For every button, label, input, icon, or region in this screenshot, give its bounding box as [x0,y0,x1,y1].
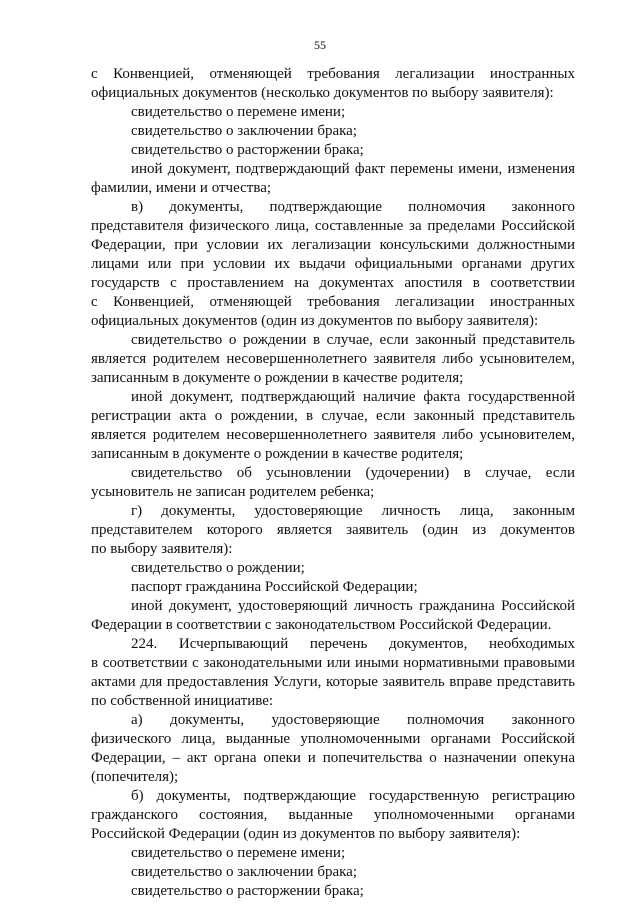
text-line [91,445,575,464]
text-line-content: 224. Исчерпывающий перечень документов, необходимых [131,636,575,652]
text-line-content: (попечителя); [91,769,179,785]
text-line-content: с Конвенцией, отменяющей требования легализации иностранных [91,66,575,82]
text-line-content: свидетельство о перемене имени; [131,104,346,120]
text-line [91,103,575,122]
text-line-content: по собственной инициативе: [91,693,274,709]
text-line [91,84,575,103]
text-line [91,388,575,407]
text-line [91,616,575,635]
text-line [91,863,575,882]
text-line-content: является родителем несовершеннолетнего заявителя либо усыновителем, [91,427,575,443]
text-line-content: свидетельство о рождении; [131,560,305,576]
text-line-content: свидетельство о расторжении брака; [131,883,364,899]
text-line [91,179,575,198]
text-line [91,825,575,844]
text-line-content: является родителем несовершеннолетнего заявителя либо усыновителем, [91,351,575,367]
text-line [91,312,575,331]
text-line [91,65,575,84]
text-line [91,464,575,483]
text-line [91,426,575,445]
text-line [91,540,575,559]
text-line-content: представителя физического лица, составленные за пределами Российской [91,218,575,234]
text-line [91,749,575,768]
text-line-content: регистрации акта о рождении, в случае, если законный представитель [91,408,575,424]
text-line-content: государств с проставлением на документах апостиля в соответствии [91,275,575,291]
text-line-content: г) документы, удостоверяющие личность лица, законным [131,503,575,519]
text-line-content: свидетельство о расторжении брака; [131,142,364,158]
text-line [91,673,575,692]
text-line [91,502,575,521]
text-line-content: записанным в документе о рождении в качестве родителя; [91,370,464,386]
text-line-content: Федерации в соответствии с законодательством Российской Федерации. [91,617,552,633]
text-line [91,578,575,597]
text-line [91,217,575,236]
text-line-content: свидетельство о заключении брака; [131,123,357,139]
text-line-content: Российской Федерации (один из документов по выбору заявителя): [91,826,521,842]
text-line [91,692,575,711]
text-line-content: в) документы, подтверждающие полномочия законного [131,199,575,215]
text-line-content: записанным в документе о рождении в качестве родителя; [91,446,464,462]
text-line-content: свидетельство о рождении в случае, если законный представитель [131,332,575,348]
text-line-content: в соответствии с законодательными или иными нормативными правовыми [91,655,575,671]
text-line-content: иной документ, удостоверяющий личность гражданина Российской [131,598,575,614]
text-line [91,369,575,388]
text-line-content: свидетельство об усыновлении (удочерении) в случае, если [131,465,575,481]
text-line-content: а) документы, удостоверяющие полномочия законного [131,712,575,728]
text-line-content: Федерации, при условии их легализации консульскими должностными [91,237,575,253]
text-line-content: Федерации, – акт органа опеки и попечительства о назначении опекуна [91,750,575,766]
text-line [91,768,575,787]
text-line-content: фамилии, имени и отчества; [91,180,272,196]
text-line [91,635,575,654]
text-line-content: иной документ, подтверждающий факт перемены имени, изменения [131,161,575,177]
text-line [91,198,575,217]
text-line [91,806,575,825]
text-line-content: официальных документов (несколько документов по выбору заявителя): [91,85,554,101]
text-line-content: официальных документов (один из документов по выбору заявителя): [91,313,539,329]
text-line [91,882,575,901]
text-line [91,350,575,369]
text-line [91,559,575,578]
text-line-content: представителем которого является заявитель (один из документов [91,522,575,538]
text-line [91,654,575,673]
text-line-content: свидетельство о перемене имени; [131,845,346,861]
text-line-content: гражданского состояния, выданные уполномоченными органами [91,807,575,823]
text-line [91,255,575,274]
text-line [91,141,575,160]
text-line [91,787,575,806]
text-line-content: лицами или при условии их выдачи официальными органами других [91,256,575,272]
text-line [91,483,575,502]
text-line [91,293,575,312]
text-line [91,711,575,730]
text-line [91,331,575,350]
text-line [91,521,575,540]
text-line [91,236,575,255]
text-line-content: с Конвенцией, отменяющей требования легализации иностранных [91,294,575,310]
text-line-content: б) документы, подтверждающие государственную регистрацию [131,788,575,804]
text-line-content: актами для предоставления Услуги, которые заявитель вправе представить [91,674,575,690]
text-line [91,844,575,863]
text-line-content: физического лица, выданные уполномоченными органами Российской [91,731,575,747]
document-body [91,65,575,901]
text-line [91,274,575,293]
text-line [91,597,575,616]
text-line [91,122,575,141]
text-line-content: иной документ, подтверждающий наличие факта государственной [131,389,575,405]
text-line [91,407,575,426]
page-number: 55 [314,38,326,52]
text-line-content: свидетельство о заключении брака; [131,864,357,880]
text-line-content: паспорт гражданина Российской Федерации; [131,579,418,595]
text-line [91,730,575,749]
text-line [91,160,575,179]
text-line-content: по выбору заявителя): [91,541,233,557]
text-line-content: усыновитель не записан родителем ребенка; [91,484,375,500]
